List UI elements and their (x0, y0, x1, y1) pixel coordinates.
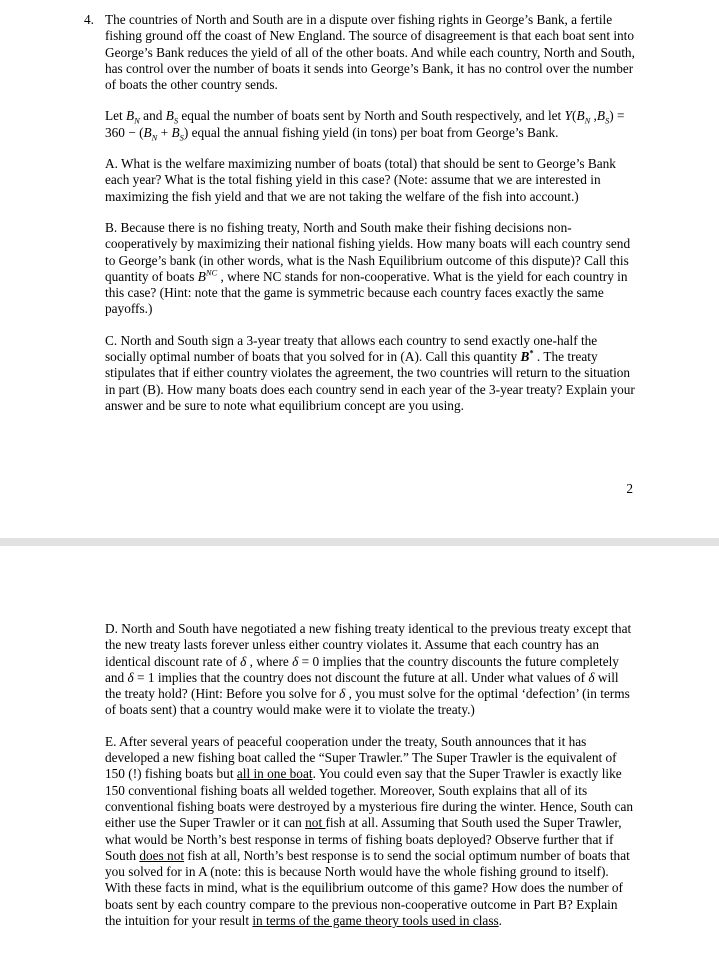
yield-formula: $Y(B_N$ $,B_S) = 360 - (B_N + B_S)$ (105, 108, 625, 143)
variable-definition: Let $B_N$ and $B_S$ equal the number of boats sent by North and South respectively, and let $Y(B_N$ $,B_S) = 360 - (B_N + B_S)$ equal the annual fishing yield (in tons) per boat from George’s Bank. (105, 108, 625, 143)
page-separator (0, 538, 719, 546)
part-a: A. What is the welfare maximizing number of boats (total) that should be sent to George’s Bank each year? What is the total fishing yield in this case? (Note: assume that we are interested in maximizing the fish yield and that we are not taking the welfare of the fish into account.) (105, 156, 616, 204)
part-b: B. Because there is no fishing treaty, North and South make their fishing decisions non-cooperatively by maximizing their national fishing yields. How many boats will each country send to George’s bank (in other words, what is the Nash Equilibrium outcome of this dispute)? Call this quantity of boats $B^{NC}$ , where NC stands for non-cooperative. What is the yield for each country in this case? (Hint: note that the game is symmetric because each country faces exactly the same payoffs.) (105, 219, 631, 317)
page-1-text (84, 12, 635, 429)
page-2-text (105, 621, 635, 944)
part-d: D. North and South have negotiated a new fishing treaty identical to the previous treaty except that the new treaty lasts forever unless either country violates it. Assume that each country has an identical discount rate of δ , where δ = 0 implies that the country discounts the future completely and δ = 1 implies that the country does not discount the future at all. Under what values of δ will the treaty hold? (Hint: Before you solve for δ , you must solve for the optimal ‘defection’ (in terms of boats sent) that a country would make were it to violate the treaty.) (105, 621, 632, 718)
part-e: E. After several years of peaceful cooperation under the treaty, South announces that it has developed a new fishing boat called the “Super Trawler.” The Super Trawler is the equivalent of 150 (!) fishing boats but all in one boat. You could even say that the Super Trawler is exactly like 150 conventional fishing boats all welded together. Moreover, South explains that all of its conventional fishing boats were destroyed by a mysterious fire during the winter. Hence, South can either use the Super Trawler or it can not fish at all. Assuming that South used the Super Trawler, what would be North’s best response in terms of fishing boats deployed? Observe further that if South does not fish at all, North’s best response is to send the social optimum number of boats that you solved for in A (note: this is because North would have the whole fishing ground to itself). With these facts in mind, what is the equilibrium outcome of this game? How does the number of boats sent by each country compare to the previous non-cooperative outcome in Part B? Explain the intuition for your result in terms of the game theory tools used in class. (105, 733, 634, 929)
part-c: C. North and South sign a 3-year treaty that allows each country to send exactly one-half the socially optimal number of boats that you solved for in (A). Call this quantity B* . The treaty stipulates that if either country violates the agreement, the two countries will return to the situation in part (B). How many boats does each country send in each year of the 3-year treaty? Explain your answer and be sure to note what equilibrium concept are you using. (105, 332, 635, 413)
page-2 (0, 546, 719, 969)
page-number: 2 (626, 481, 633, 496)
question-4-intro: 4. The countries of North and South are in a dispute over fishing rights in George’s Bank, a fertile fishing ground off the coast of New England. The source of disagreement is that each boat sent into George’s Bank reduces the yield of all of the other boats. And while each country, North and South, has control over the number of boats it sends into George’s Bank, it has no control over the number of boats the other country sends. (84, 12, 635, 93)
question-number: 4. (84, 12, 94, 27)
